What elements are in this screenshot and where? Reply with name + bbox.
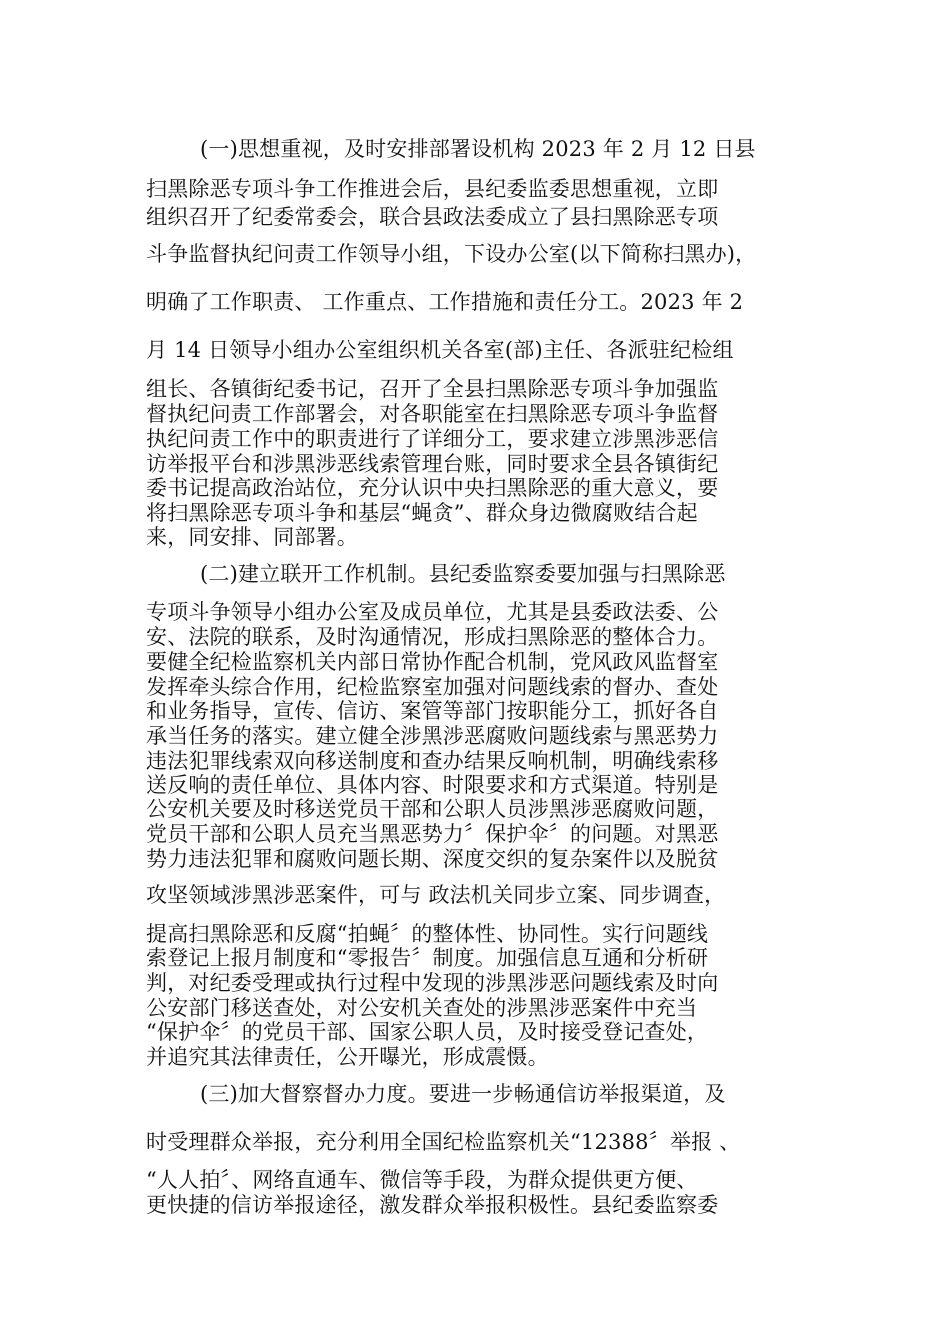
- paragraph-2-line-7: 承当任务的落实。建立健全涉黑涉恶腐败问题线索与黑恶势力: [146, 724, 719, 748]
- paragraph-1-line-5: 明确了工作职责、 工作重点、工作措施和责任分工。2023 年 2: [146, 290, 744, 314]
- paragraph-2-line-17: 公安部门移送查处，对公安机关查处的涉黑涉恶案件中充当: [146, 996, 698, 1020]
- paragraph-2-line-2: 专项斗争领导小组办公室及成员单位，尤其是县委政法委、公: [146, 600, 719, 624]
- paragraph-1-line-10: 访举报平台和涉黑涉恶线索管理台账，同时要求全县各镇街纪: [146, 452, 719, 476]
- paragraph-2-line-1: (二)建立联开工作机制。县纪委监察委要加强与扫黑除恶: [200, 562, 726, 586]
- paragraph-1-line-8: 督执纪问责工作部署会，对各职能室在扫黑除恶专项斗争监督: [146, 402, 719, 426]
- paragraph-1-line-7: 组长、各镇街纪委书记，召开了全县扫黑除恶专项斗争加强监: [146, 377, 719, 401]
- paragraph-1-line-2: 扫黑除恶专项斗争工作推进会后，县纪委监委思想重视，立即: [146, 177, 719, 201]
- paragraph-3-line-2: 时受理群众举报，充分利用全国纪检监察机关“12388〞举报 、: [146, 1130, 741, 1154]
- paragraph-2-line-14: 提高扫黑除恶和反腐“拍蝇〞的整体性、协同性。实行问题线: [146, 922, 709, 946]
- paragraph-2-line-13: 攻坚领域涉黑涉恶案件，可与 政法机关同步立案、同步调查，: [146, 883, 726, 907]
- paragraph-1-line-1: (一)思想重视，及时安排部署设机构 2023 年 2 月 12 日县: [200, 137, 756, 161]
- paragraph-2-line-9: 送反响的责任单位、具体内容、时限要求和方式渠道。特别是: [146, 773, 719, 797]
- paragraph-1-line-4: 斗争监督执纪问责工作领导小组，下设办公室(以下简称扫黑办)，: [146, 242, 757, 266]
- paragraph-2-line-16: 判，对纪委受理或执行过程中发现的涉黑涉恶问题线索及时向: [146, 971, 719, 995]
- paragraph-3-line-4: 更快捷的信访举报途径，激发群众举报积极性。县纪委监察委: [146, 1193, 719, 1217]
- paragraph-3-line-1: (三)加大督察督办力度。要进一步畅通信访举报渠道，及: [200, 1082, 726, 1106]
- paragraph-2-line-4: 要健全纪检监察机关内部日常协作配合机制，党风政风监督室: [146, 650, 719, 674]
- paragraph-1-line-3: 组织召开了纪委常委会，联合县政法委成立了县扫黑除恶专项: [146, 205, 719, 229]
- paragraph-1-line-6: 月 14 日领导小组办公室组织机关各室(部)主任、各派驻纪检组: [146, 338, 734, 362]
- paragraph-2-line-15: 索登记上报月制度和“零报告〞制度。加强信息互通和分析研: [146, 946, 709, 970]
- paragraph-2-line-6: 和业务指导，宣传、信访、案管等部门按职能分工，抓好各自: [146, 699, 719, 723]
- paragraph-2-line-3: 安、法院的联系，及时沟通情况，形成扫黑除恶的整体合力。: [146, 625, 719, 649]
- paragraph-2-line-11: 党员干部和公职人员充当黑恶势力〞保护伞〞的问题。对黑恶: [146, 822, 719, 846]
- paragraph-2-line-8: 违法犯罪线索双向移送制度和查办结果反响机制，明确线索移: [146, 749, 719, 773]
- paragraph-2-line-12: 势力违法犯罪和腐败问题长期、深度交织的复杂案件以及脱贫: [146, 847, 719, 871]
- paragraph-2-line-18: “保护伞〞的党员干部、国家公职人员，及时接受登记查处，: [146, 1020, 709, 1044]
- paragraph-1-line-9: 执纪问责工作中的职责进行了详细分工，要求建立涉黑涉恶信: [146, 427, 719, 451]
- paragraph-3-line-3: “人人拍〞、网络直通车、微信等手段，为群众提供更方便、: [146, 1168, 698, 1192]
- paragraph-1-line-13: 来，同安排、同部署。: [146, 525, 358, 549]
- paragraph-2-line-19: 并追究其法律责任，公开曝光，形成震慑。: [146, 1045, 549, 1069]
- paragraph-1-line-11: 委书记提高政治站位，充分认识中央扫黑除恶的重大意义，要: [146, 476, 719, 500]
- paragraph-2-line-10: 公安机关要及时移送党员干部和公职人员涉黑涉恶腐败问题，: [146, 797, 719, 821]
- paragraph-2-line-5: 发挥牵头综合作用，纪检监察室加强对问题线索的督办、查处: [146, 675, 719, 699]
- paragraph-1-line-12: 将扫黑除恶专项斗争和基层“蝇贪”、群众身边微腐败结合起: [146, 501, 698, 525]
